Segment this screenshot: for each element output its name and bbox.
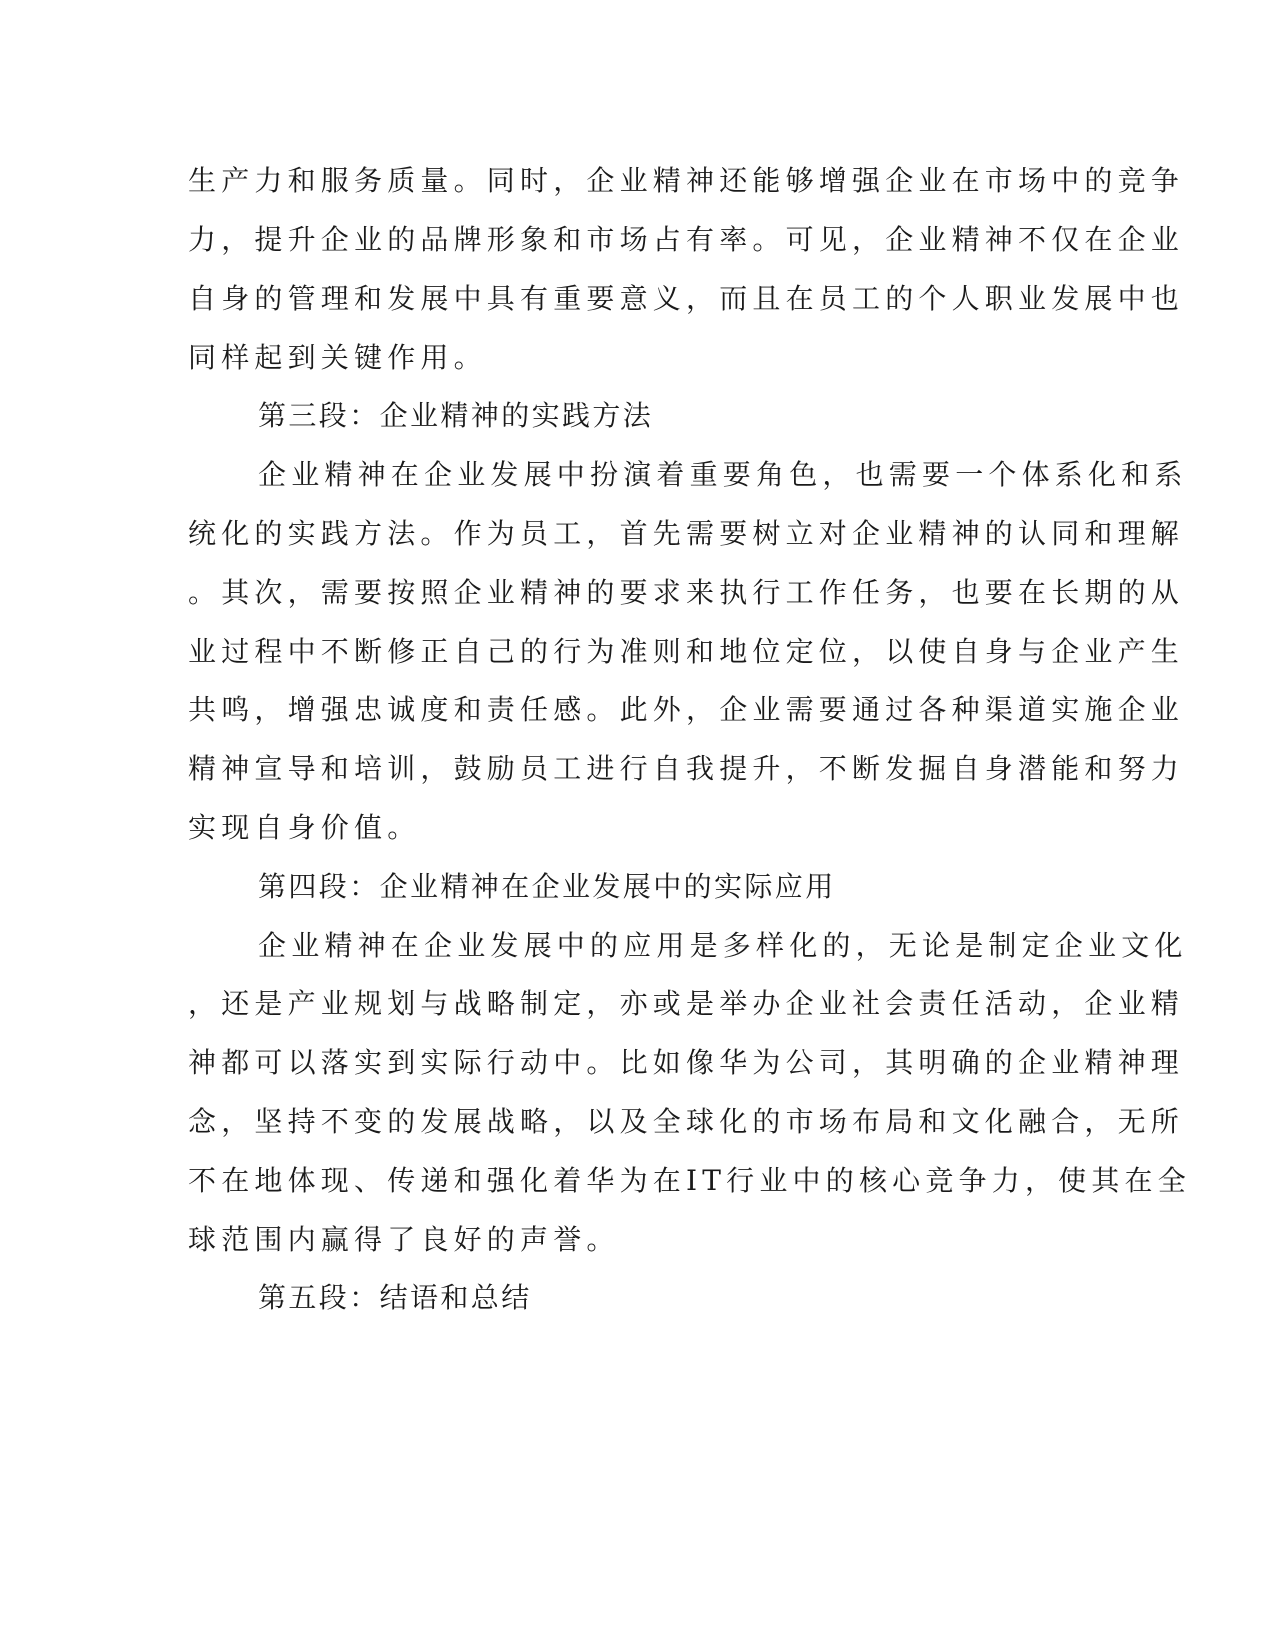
body-line: 企业精神在企业发展中扮演着重要角色，也需要一个体系化和系 xyxy=(258,458,1188,491)
section-heading-5: 第五段：结语和总结 xyxy=(258,1281,532,1314)
body-line: 企业精神在企业发展中的应用是多样化的，无论是制定企业文化 xyxy=(258,929,1188,962)
body-line: 不在地体现、传递和强化着华为在IT行业中的核心竞争力，使其在全 xyxy=(188,1164,1191,1197)
body-line: 统化的实践方法。作为员工，首先需要树立对企业精神的认同和理解 xyxy=(188,517,1185,550)
body-line: 业过程中不断修正自己的行为准则和地位定位，以使自身与企业产生 xyxy=(188,635,1185,668)
body-line: 神都可以落实到实际行动中。比如像华为公司，其明确的企业精神理 xyxy=(188,1046,1185,1079)
body-line: 念，坚持不变的发展战略，以及全球化的市场布局和文化融合，无所 xyxy=(188,1105,1185,1138)
section-heading-4: 第四段：企业精神在企业发展中的实际应用 xyxy=(258,870,836,903)
body-line: 共鸣，增强忠诚度和责任感。此外，企业需要通过各种渠道实施企业 xyxy=(188,693,1185,726)
body-line: 生产力和服务质量。同时，企业精神还能够增强企业在市场中的竞争 xyxy=(188,164,1185,197)
body-line: 精神宣导和培训，鼓励员工进行自我提升，不断发掘自身潜能和努力 xyxy=(188,752,1185,785)
section-heading-3: 第三段：企业精神的实践方法 xyxy=(258,399,654,432)
body-line: 球范围内赢得了良好的声誉。 xyxy=(188,1223,620,1256)
body-line: 力，提升企业的品牌形象和市场占有率。可见，企业精神不仅在企业 xyxy=(188,223,1185,256)
body-line: 实现自身价值。 xyxy=(188,811,421,844)
body-line: 。其次，需要按照企业精神的要求来执行工作任务，也要在长期的从 xyxy=(188,576,1185,609)
body-line: 自身的管理和发展中具有重要意义，而且在员工的个人职业发展中也 xyxy=(188,282,1185,315)
body-line: ，还是产业规划与战略制定，亦或是举办企业社会责任活动，企业精 xyxy=(188,987,1185,1020)
body-line: 同样起到关键作用。 xyxy=(188,341,487,374)
